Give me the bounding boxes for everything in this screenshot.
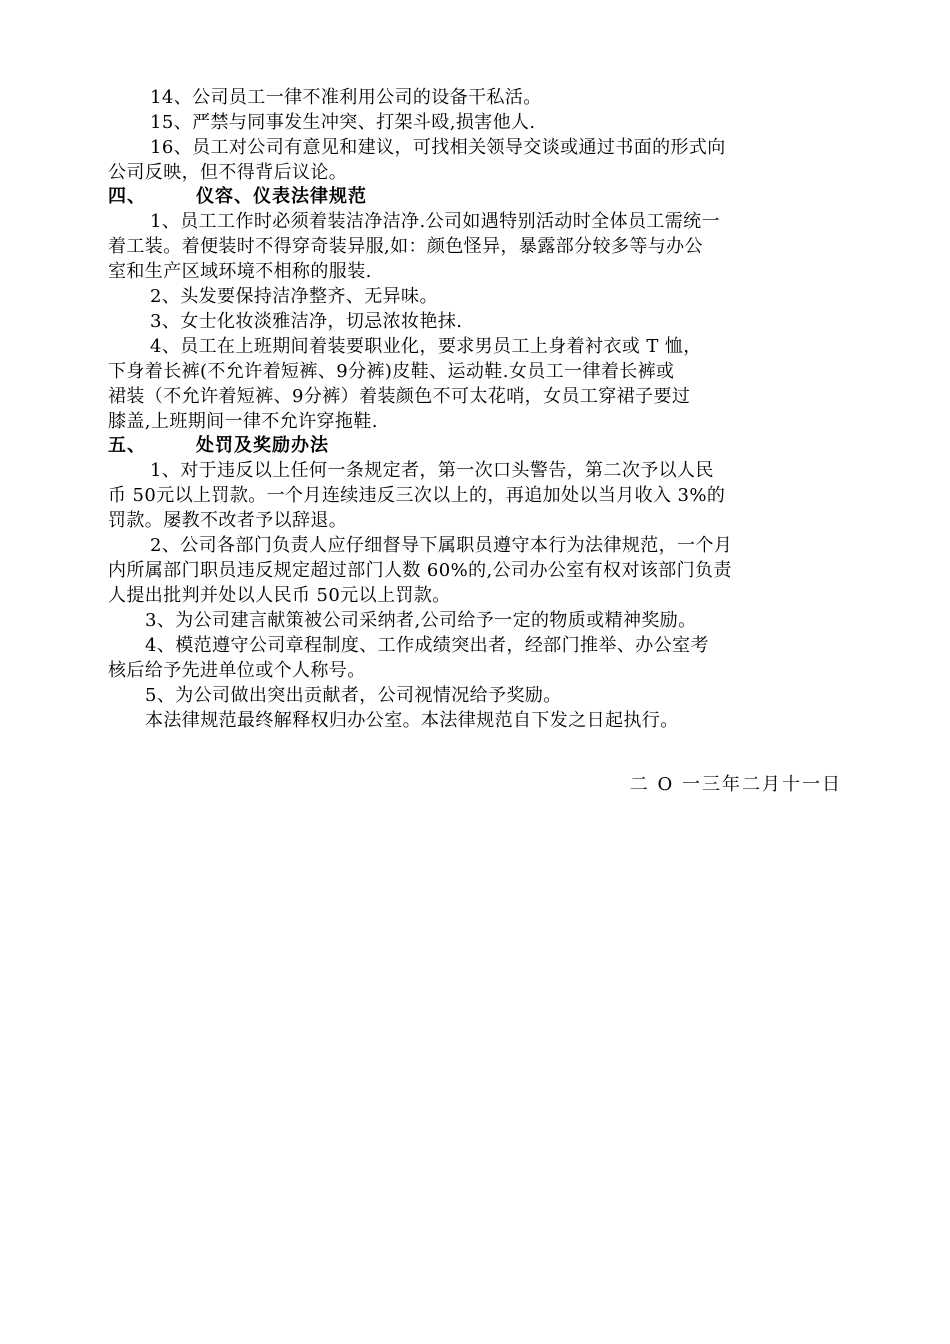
section-4-item-4-line-3: 裙装（不允许着短裤、9分裤）着装颜色不可太花哨，女员工穿裙子要过 xyxy=(108,386,691,407)
section-4-item-1-line-2: 着工装。着便装时不得穿奇装异服,如：颜色怪异，暴露部分较多等与办公 xyxy=(108,236,703,257)
section-4-item-2: 2、头发要保持洁净整齐、无异味。 xyxy=(150,286,438,307)
section-5-heading xyxy=(108,434,329,458)
section-5-item-4-line-1: 4、模范遵守公司章程制度、工作成绩突出者，经部门推举、办公室考 xyxy=(145,635,709,656)
section-5-item-1-line-1: 1、对于违反以上任何一条规定者，第一次口头警告，第二次予以人民 xyxy=(150,460,714,481)
section-5-item-2-line-1: 2、公司各部门负责人应仔细督导下属职员遵守本行为法律规范，一个月 xyxy=(150,535,733,556)
section-5-title: 处罚及奖励办法 xyxy=(196,435,329,456)
section-4-number: 四、 xyxy=(108,186,146,207)
rule-14: 14、公司员工一律不准利用公司的设备干私活。 xyxy=(150,87,542,108)
section-4-title: 仪容、仪表法律规范 xyxy=(196,186,367,207)
section-5-item-1-line-2: 币 50元以上罚款。一个月连续违反三次以上的，再追加处以当月收入 3%的 xyxy=(108,485,726,506)
closing-statement: 本法律规范最终解释权归办公室。本法律规范自下发之日起执行。 xyxy=(145,710,679,731)
section-4-item-4-line-1: 4、员工在上班期间着装要职业化，要求男员工上身着衬衣或 T 恤， xyxy=(150,336,702,357)
section-4-item-4-line-2: 下身着长裤(不允许着短裤、9分裤)皮鞋、运动鞋.女员工一律着长裤或 xyxy=(108,361,675,382)
section-5-item-3: 3、为公司建言献策被公司采纳者,公司给予一定的物质或精神奖励。 xyxy=(145,610,697,631)
section-5-item-2-line-3: 人提出批判并处以人民币 50元以上罚款。 xyxy=(108,585,451,606)
section-5-number: 五、 xyxy=(108,435,146,456)
section-4-item-1-line-3: 室和生产区域环境不相称的服装. xyxy=(108,261,372,282)
rule-15: 15、严禁与同事发生冲突、打架斗殴,损害他人. xyxy=(150,112,536,133)
section-4-item-3: 3、女士化妆淡雅洁净，切忌浓妆艳抹. xyxy=(150,311,463,332)
section-4-item-1-line-1: 1、员工工作时必须着装洁净洁净.公司如遇特别活动时全体员工需统一 xyxy=(150,211,720,232)
section-5-item-4-line-2: 核后给予先进单位或个人称号。 xyxy=(108,660,366,681)
section-5-item-2-line-2: 内所属部门职员违反规定超过部门人数 60%的,公司办公室有权对该部门负责 xyxy=(108,560,732,581)
document-date: 二 O 一三年二月十一日 xyxy=(629,774,842,795)
section-5-item-1-line-3: 罚款。屡教不改者予以辞退。 xyxy=(108,510,348,531)
rule-16-line-2: 公司反映，但不得背后议论。 xyxy=(108,162,348,183)
section-4-heading xyxy=(108,185,367,209)
section-4-item-4-line-4: 膝盖,上班期间一律不允许穿拖鞋. xyxy=(108,411,378,432)
section-5-item-5: 5、为公司做出突出贡献者，公司视情况给予奖励。 xyxy=(145,685,562,706)
rule-16-line-1: 16、员工对公司有意见和建议，可找相关领导交谈或通过书面的形式向 xyxy=(150,137,726,158)
